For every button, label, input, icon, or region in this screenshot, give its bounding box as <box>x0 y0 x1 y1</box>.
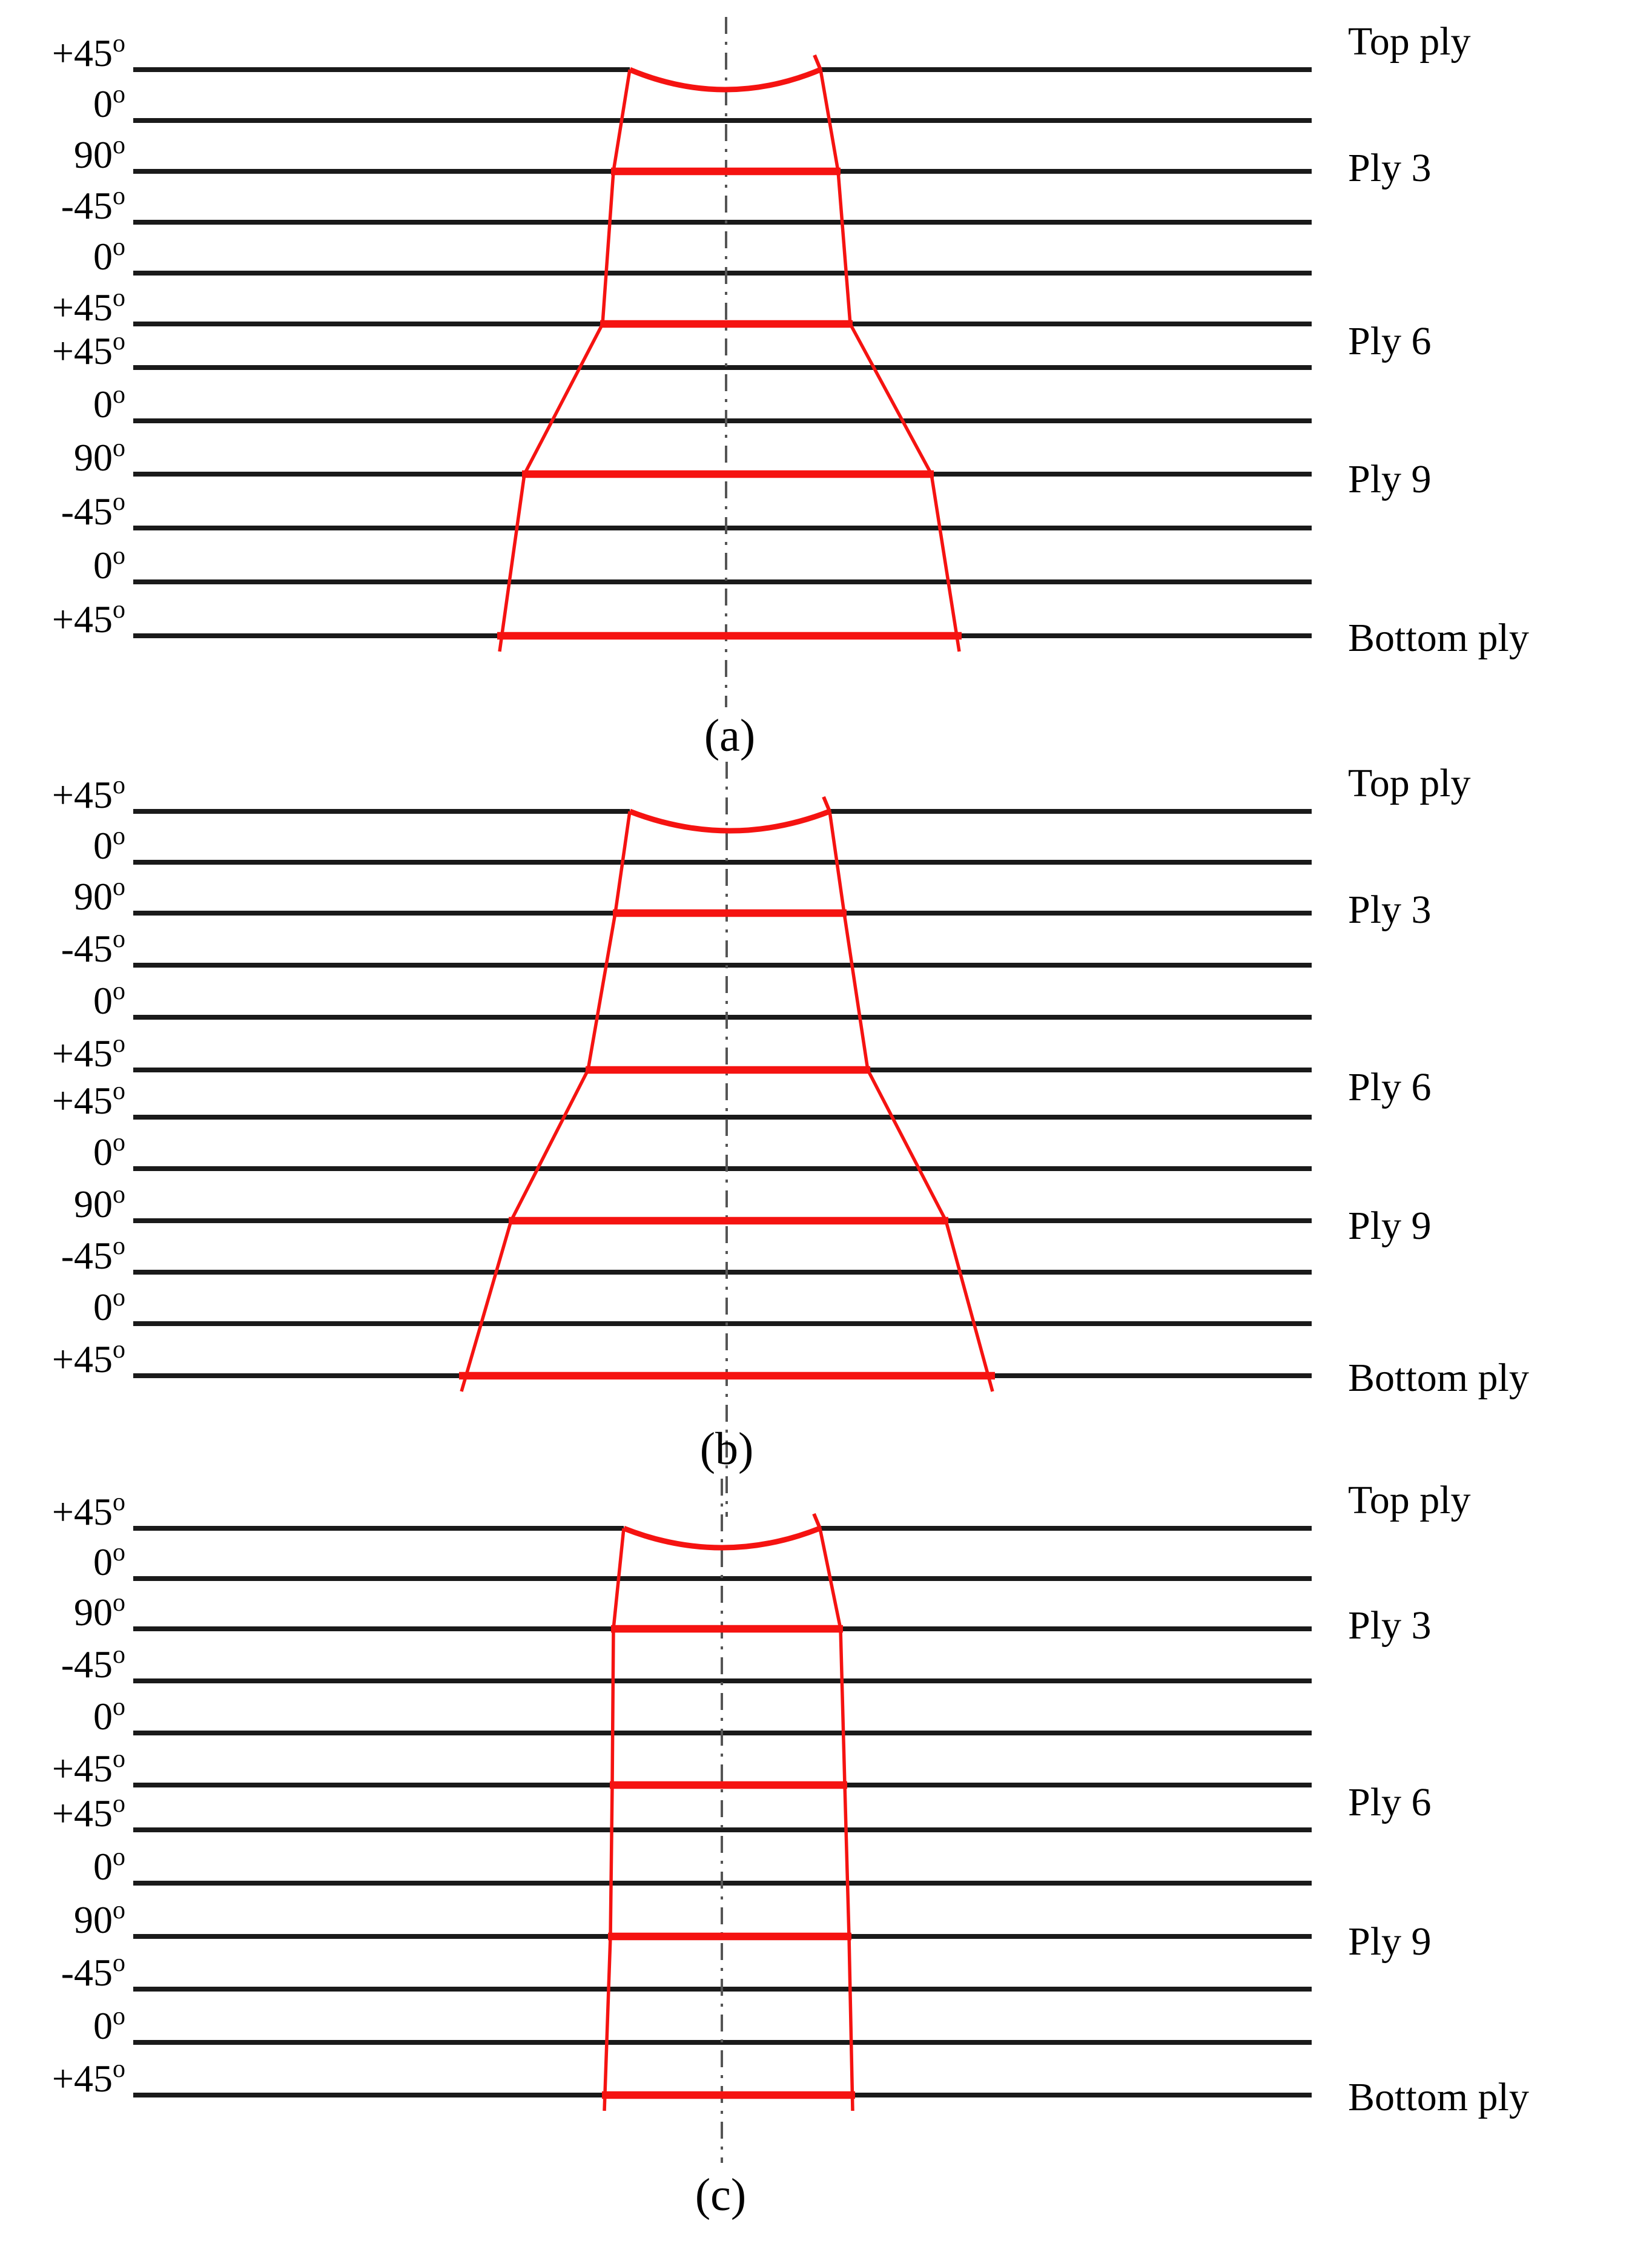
ply-angle-label <box>52 328 125 372</box>
ply-angle-label <box>93 381 125 426</box>
degree-superscript: o <box>113 1641 125 1669</box>
ply-angle-value: -45 <box>61 1951 113 1994</box>
ply-angle-value: -45 <box>61 1643 113 1686</box>
degree-superscript: o <box>113 131 125 159</box>
ply-angle-value: +45 <box>51 598 113 641</box>
degree-superscript: o <box>113 1843 125 1871</box>
degree-superscript: o <box>113 1589 125 1617</box>
ply-angle-label <box>93 233 125 278</box>
degree-superscript: o <box>113 328 125 355</box>
degree-superscript: o <box>113 1790 125 1818</box>
ply-angle-value: 0 <box>93 1130 113 1173</box>
degree-superscript: o <box>113 30 125 58</box>
ply-angle-value: +45 <box>51 286 113 329</box>
ply-angle-value: -45 <box>61 1234 113 1277</box>
damage-outline-right <box>820 1528 853 2111</box>
ply-angle-label <box>52 1745 125 1790</box>
degree-superscript: o <box>113 1129 125 1157</box>
degree-superscript: o <box>113 434 125 462</box>
ply-name-label: Ply 3 <box>1348 1603 1432 1648</box>
ply-angle-label <box>52 30 125 74</box>
ply-angle-label <box>93 1693 125 1738</box>
damage-dip-curve <box>630 811 830 831</box>
ply-angle-value: -45 <box>61 184 113 227</box>
ply-angle-label <box>93 542 125 587</box>
damage-outline-left <box>461 811 630 1391</box>
diagram-caption: (a) <box>704 710 756 761</box>
degree-superscript: o <box>113 1745 125 1773</box>
ply-angle-value: 90 <box>74 875 113 918</box>
damage-corner-tick-icon <box>814 55 821 70</box>
ply-name-label: Ply 6 <box>1348 1065 1432 1109</box>
ply-angle-value: +45 <box>51 1792 113 1835</box>
ply-name-label: Ply 3 <box>1348 146 1432 190</box>
damage-corner-tick-icon <box>824 797 830 811</box>
diagram-caption: (c) <box>695 2170 747 2220</box>
ply-angle-value: 0 <box>93 2004 113 2047</box>
ply-angle-value: 90 <box>74 436 113 479</box>
ply-angle-value: 0 <box>93 1286 113 1328</box>
degree-superscript: o <box>113 1693 125 1721</box>
ply-angle-value: 0 <box>93 1845 113 1888</box>
ply-angle-label <box>52 2055 125 2100</box>
degree-superscript: o <box>113 488 125 516</box>
ply-name-label: Top ply <box>1348 761 1471 805</box>
ply-angle-label <box>52 1336 125 1381</box>
ply-angle-label <box>52 284 125 329</box>
diagram-a <box>52 17 1529 761</box>
degree-superscript: o <box>113 1896 125 1924</box>
ply-name-label: Ply 6 <box>1348 319 1432 363</box>
ply-angle-label <box>61 1641 125 1686</box>
degree-superscript: o <box>113 1077 125 1105</box>
ply-angle-value: 90 <box>74 1183 113 1226</box>
diagram-caption: (b) <box>699 1424 754 1474</box>
damage-outline-right <box>830 811 993 1391</box>
ply-name-label: Ply 9 <box>1348 457 1432 501</box>
ply-angle-value: 0 <box>93 824 113 867</box>
degree-superscript: o <box>113 284 125 312</box>
ply-name-label: Bottom ply <box>1348 616 1529 660</box>
ply-angle-label <box>93 1284 125 1328</box>
degree-superscript: o <box>113 1949 125 1977</box>
ply-angle-value: +45 <box>51 1338 113 1381</box>
ply-angle-label <box>61 925 125 970</box>
ply-angle-label <box>52 1488 125 1533</box>
ply-angle-value: -45 <box>61 927 113 970</box>
degree-superscript: o <box>113 542 125 570</box>
ply-angle-label <box>93 81 125 125</box>
ply-angle-label <box>93 1539 125 1583</box>
degree-superscript: o <box>113 1232 125 1260</box>
ply-angle-label <box>61 488 125 533</box>
degree-superscript: o <box>113 977 125 1005</box>
ply-name-label: Ply 9 <box>1348 1204 1432 1248</box>
ply-angle-label <box>74 1181 125 1226</box>
ply-angle-label <box>52 1790 125 1835</box>
ply-name-label: Ply 6 <box>1348 1780 1432 1824</box>
ply-name-label: Ply 3 <box>1348 888 1432 932</box>
ply-name-label: Bottom ply <box>1348 2075 1529 2119</box>
degree-superscript: o <box>113 1539 125 1566</box>
ply-angle-value: +45 <box>51 329 113 372</box>
ply-angle-value: 0 <box>93 1540 113 1583</box>
ply-angle-label <box>52 596 125 641</box>
ply-angle-label <box>74 873 125 918</box>
damage-corner-tick-icon <box>814 1514 820 1528</box>
degree-superscript: o <box>113 596 125 624</box>
ply-angle-label <box>52 1030 125 1075</box>
ply-angle-value: +45 <box>51 773 113 816</box>
ply-angle-value: 0 <box>93 82 113 125</box>
ply-angle-value: 0 <box>93 235 113 278</box>
ply-angle-value: 90 <box>74 1898 113 1941</box>
degree-superscript: o <box>113 81 125 108</box>
ply-angle-label <box>93 822 125 867</box>
damage-outline-left <box>500 70 630 652</box>
degree-superscript: o <box>113 1284 125 1312</box>
ply-name-label: Top ply <box>1348 19 1471 64</box>
ply-angle-value: +45 <box>51 31 113 74</box>
ply-angle-value: 0 <box>93 383 113 426</box>
ply-angle-label <box>61 182 125 227</box>
ply-name-label: Ply 9 <box>1348 1919 1432 1964</box>
ply-angle-label <box>93 1843 125 1888</box>
ply-angle-value: -45 <box>61 490 113 533</box>
ply-angle-value: 0 <box>93 544 113 587</box>
ply-angle-value: 90 <box>74 1591 113 1634</box>
ply-angle-label <box>93 2002 125 2047</box>
degree-superscript: o <box>113 822 125 850</box>
ply-angle-value: 0 <box>93 979 113 1022</box>
ply-angle-label <box>61 1232 125 1277</box>
degree-superscript: o <box>113 1336 125 1364</box>
ply-angle-value: 0 <box>93 1695 113 1738</box>
ply-name-label: Top ply <box>1348 1478 1471 1522</box>
degree-superscript: o <box>113 381 125 409</box>
diagram-b <box>52 761 1529 1517</box>
ply-angle-label <box>93 1129 125 1173</box>
ply-angle-value: +45 <box>51 1032 113 1075</box>
ply-angle-value: +45 <box>51 1747 113 1790</box>
ply-angle-label <box>74 131 125 176</box>
degree-superscript: o <box>113 2055 125 2083</box>
degree-superscript: o <box>113 2002 125 2030</box>
degree-superscript: o <box>113 233 125 261</box>
degree-superscript: o <box>113 1030 125 1058</box>
ply-angle-label <box>74 434 125 479</box>
ply-name-label: Bottom ply <box>1348 1356 1529 1400</box>
degree-superscript: o <box>113 1488 125 1516</box>
ply-angle-label <box>93 977 125 1022</box>
ply-angle-value: 90 <box>74 133 113 176</box>
ply-angle-label <box>74 1589 125 1634</box>
damage-outline-right <box>821 70 959 652</box>
degree-superscript: o <box>113 925 125 953</box>
ply-angle-label <box>74 1896 125 1941</box>
degree-superscript: o <box>113 873 125 901</box>
damage-outline-left <box>604 1528 624 2111</box>
diagram-c <box>52 1478 1529 2220</box>
ply-angle-label <box>52 1077 125 1122</box>
ply-angle-label <box>61 1949 125 1994</box>
degree-superscript: o <box>113 1181 125 1209</box>
degree-superscript: o <box>113 182 125 210</box>
degree-superscript: o <box>113 771 125 799</box>
ply-angle-value: +45 <box>51 1490 113 1533</box>
ply-angle-label <box>52 771 125 816</box>
ply-angle-value: +45 <box>51 1079 113 1122</box>
ply-angle-value: +45 <box>51 2057 113 2100</box>
